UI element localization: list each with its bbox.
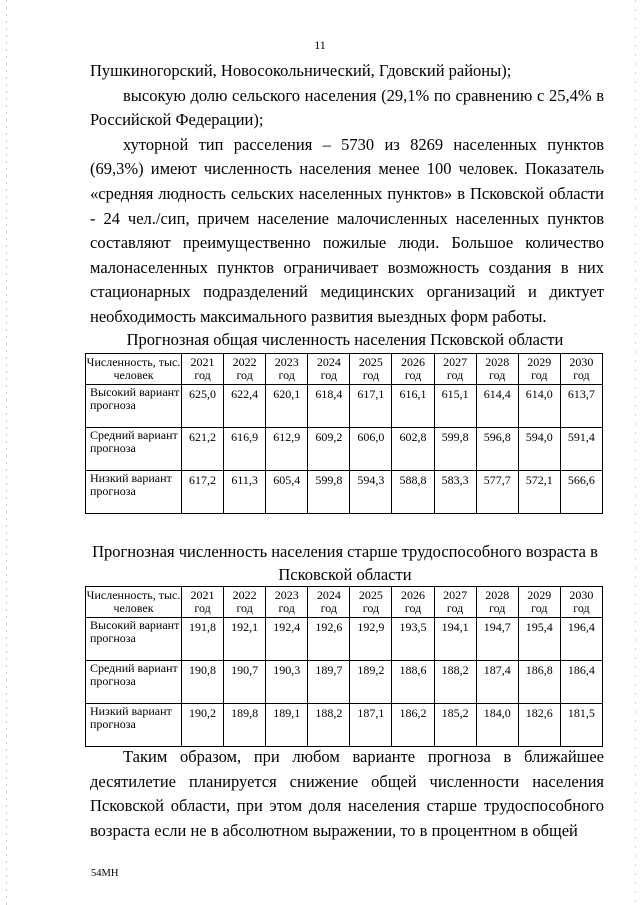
- value-cell: 614,0: [518, 385, 560, 428]
- value-cell: 187,1: [350, 704, 392, 747]
- year-header-cell: 2029 год: [518, 354, 560, 385]
- year-header-cell: 2030 год: [560, 354, 602, 385]
- value-cell: 189,2: [350, 661, 392, 704]
- year-header-cell: 2028 год: [476, 354, 518, 385]
- year-header-cell: 2029 год: [518, 587, 560, 618]
- year-header-cell: 2025 год: [350, 587, 392, 618]
- value-cell: 190,7: [224, 661, 266, 704]
- table2-title: [85, 540, 605, 586]
- value-cell: 189,8: [224, 704, 266, 747]
- year-header-cell: 2030 год: [560, 587, 602, 618]
- row-label-cell: Низкий вариант прогноза: [86, 471, 182, 514]
- value-cell: 192,9: [350, 618, 392, 661]
- value-cell: 591,4: [560, 428, 602, 471]
- value-cell: 606,0: [350, 428, 392, 471]
- row-label-cell: Высокий вариант прогноза: [86, 618, 182, 661]
- value-cell: 609,2: [308, 428, 350, 471]
- value-cell: 185,2: [434, 704, 476, 747]
- table-row: [86, 618, 603, 661]
- header-label-cell: Численность, тыс. человек: [86, 354, 182, 385]
- value-cell: 194,1: [434, 618, 476, 661]
- body-text: [90, 59, 604, 330]
- value-cell: 618,4: [308, 385, 350, 428]
- elderly-population-forecast-table: [85, 586, 603, 747]
- value-cell: 566,6: [560, 471, 602, 514]
- table-row: [86, 471, 603, 514]
- value-cell: 620,1: [266, 385, 308, 428]
- table-row: [86, 661, 603, 704]
- value-cell: 599,8: [308, 471, 350, 514]
- value-cell: 612,9: [266, 428, 308, 471]
- table-row: [86, 385, 603, 428]
- row-label-cell: Низкий вариант прогноза: [86, 704, 182, 747]
- value-cell: 194,7: [476, 618, 518, 661]
- value-cell: 181,5: [560, 704, 602, 747]
- row-label-cell: Средний вариант прогноза: [86, 661, 182, 704]
- value-cell: 594,3: [350, 471, 392, 514]
- table-row: [86, 704, 603, 747]
- value-cell: 182,6: [518, 704, 560, 747]
- year-header-cell: 2028 год: [476, 587, 518, 618]
- value-cell: 617,1: [350, 385, 392, 428]
- value-cell: 577,7: [476, 471, 518, 514]
- value-cell: 572,1: [518, 471, 560, 514]
- value-cell: 588,8: [392, 471, 434, 514]
- year-header-cell: 2027 год: [434, 587, 476, 618]
- document-code: 54МН: [91, 868, 119, 879]
- value-cell: 193,5: [392, 618, 434, 661]
- conclusion-text: [90, 745, 604, 843]
- value-cell: 195,4: [518, 618, 560, 661]
- value-cell: 191,8: [182, 618, 224, 661]
- value-cell: 616,9: [224, 428, 266, 471]
- table2-title-line-2: Псковской области: [278, 565, 412, 584]
- row-label-cell: Высокий вариант прогноза: [86, 385, 182, 428]
- paragraph-settlement-type: хуторной тип расселения – 5730 из 8269 населенных пунктов (69,3%) имеют численность населения менее 100 человек. Показатель «средняя людность сельских населенных пунктов» в Псковской области - 24 чел./сип, причем население малочисленных населенных пунктов составляют преимущественно пожилые люди. Большое количество малонаселенных пунктов ограничивает возможность создания в них стационарных подразделений медицинских организаций и диктует необходимость максимального развития выездных форм работы.: [90, 134, 604, 326]
- paragraph-line-1: Пушкиногорский, Новосокольнический, Гдовский районы);: [90, 61, 512, 80]
- scan-edge-left: [6, 0, 7, 905]
- table1-title: Прогнозная общая численность населения Псковской области: [126, 330, 564, 349]
- value-cell: 184,0: [476, 704, 518, 747]
- value-cell: 188,2: [434, 661, 476, 704]
- value-cell: 188,2: [308, 704, 350, 747]
- value-cell: 611,3: [224, 471, 266, 514]
- value-cell: 625,0: [182, 385, 224, 428]
- paragraph-conclusion: Таким образом, при любом варианте прогноза в ближайшее десятилетие планируется снижение общей численности населения Псковской области, при этом доля населения старше трудоспособного возраста если не в абсолютном выражении, то в процентном в общей: [90, 747, 604, 840]
- value-cell: 605,4: [266, 471, 308, 514]
- population-forecast-table: [85, 353, 603, 514]
- value-cell: 583,3: [434, 471, 476, 514]
- value-cell: 190,2: [182, 704, 224, 747]
- year-header-cell: 2022 год: [224, 354, 266, 385]
- paragraph-rural-share: высокую долю сельского населения (29,1% по сравнению с 25,4% в Российской Федерации);: [90, 85, 604, 130]
- value-cell: 192,1: [224, 618, 266, 661]
- page-number: 11: [314, 38, 326, 52]
- value-cell: 187,4: [476, 661, 518, 704]
- year-header-cell: 2026 год: [392, 587, 434, 618]
- value-cell: 189,1: [266, 704, 308, 747]
- value-cell: 617,2: [182, 471, 224, 514]
- value-cell: 190,3: [266, 661, 308, 704]
- value-cell: 186,4: [560, 661, 602, 704]
- year-header-cell: 2023 год: [266, 354, 308, 385]
- value-cell: 186,8: [518, 661, 560, 704]
- row-label-cell: Средний вариант прогноза: [86, 428, 182, 471]
- year-header-cell: 2024 год: [308, 354, 350, 385]
- value-cell: 594,0: [518, 428, 560, 471]
- table-row: [86, 428, 603, 471]
- year-header-cell: 2021 год: [182, 354, 224, 385]
- value-cell: 616,1: [392, 385, 434, 428]
- table-header-row: [86, 354, 603, 385]
- value-cell: 186,2: [392, 704, 434, 747]
- year-header-cell: 2025 год: [350, 354, 392, 385]
- value-cell: 599,8: [434, 428, 476, 471]
- value-cell: 615,1: [434, 385, 476, 428]
- value-cell: 196,4: [560, 618, 602, 661]
- year-header-cell: 2022 год: [224, 587, 266, 618]
- value-cell: 192,6: [308, 618, 350, 661]
- scan-edge-right: [635, 0, 636, 905]
- value-cell: 622,4: [224, 385, 266, 428]
- year-header-cell: 2021 год: [182, 587, 224, 618]
- value-cell: 613,7: [560, 385, 602, 428]
- table-header-row: [86, 587, 603, 618]
- value-cell: 188,6: [392, 661, 434, 704]
- value-cell: 192,4: [266, 618, 308, 661]
- header-label-cell: Численность, тыс. человек: [86, 587, 182, 618]
- value-cell: 602,8: [392, 428, 434, 471]
- value-cell: 596,8: [476, 428, 518, 471]
- year-header-cell: 2026 год: [392, 354, 434, 385]
- year-header-cell: 2027 год: [434, 354, 476, 385]
- year-header-cell: 2023 год: [266, 587, 308, 618]
- table2-title-line-1: Прогнозная численность населения старше трудоспособного возраста в: [92, 542, 598, 561]
- value-cell: 614,4: [476, 385, 518, 428]
- year-header-cell: 2024 год: [308, 587, 350, 618]
- value-cell: 621,2: [182, 428, 224, 471]
- value-cell: 189,7: [308, 661, 350, 704]
- value-cell: 190,8: [182, 661, 224, 704]
